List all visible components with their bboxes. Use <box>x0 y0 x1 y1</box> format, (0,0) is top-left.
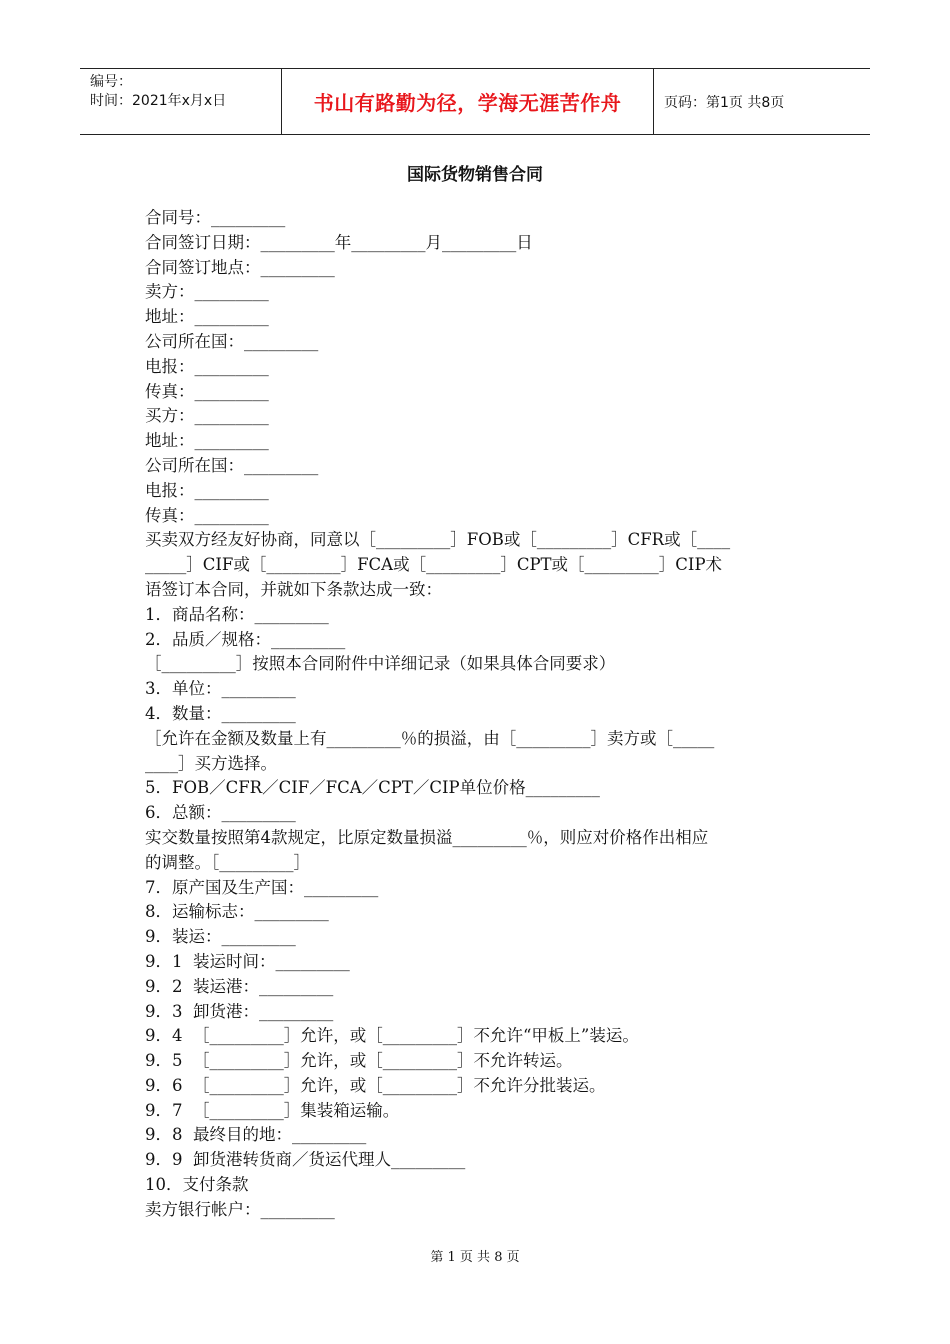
contract-line: _____］CIF或［_________］FCA或［_________］CPT或［_________］CIP术 <box>145 555 723 575</box>
contract-line: 合同签订日期：_________年_________月_________日 <box>145 232 533 252</box>
contract-line: 买卖双方经友好协商，同意以［_________］FOB或［_________］CFR或［____ <box>145 530 731 550</box>
contract-line: 实交数量按照第4款规定，比原定数量损溢_________％，则应对价格作出相应 <box>145 827 709 847</box>
number-label: 编号： <box>90 74 132 90</box>
contract-line: ［允许在金额及数量上有_________％的损溢，由［_________］卖方或［_____ <box>145 728 715 748</box>
contract-line: 7．原产国及生产国：_________ <box>145 877 379 897</box>
contract-line: 地址：_________ <box>145 431 269 451</box>
contract-line: 合同签订地点：_________ <box>145 257 335 277</box>
document-title: 国际货物销售合同 <box>407 165 543 185</box>
page-header <box>80 68 870 135</box>
contract-line: 卖方：_________ <box>145 282 269 302</box>
contract-line: 8．运输标志：_________ <box>145 902 329 922</box>
contract-line: 9．7 ［_________］集装箱运输。 <box>145 1100 400 1120</box>
contract-line: 9．4 ［_________］允许，或［_________］不允许“甲板上”装运。 <box>145 1026 639 1046</box>
contract-line: 9．6 ［_________］允许，或［_________］不允许分批装运。 <box>145 1075 606 1095</box>
contract-body <box>145 206 810 1223</box>
contract-line: 公司所在国：_________ <box>145 331 319 351</box>
contract-line: ［_________］按照本合同附件中详细记录（如果具体合同要求） <box>145 654 616 674</box>
contract-line: 9．9 卸货港转货商／货运代理人_________ <box>145 1150 466 1170</box>
contract-line: 买方：_________ <box>145 406 269 426</box>
contract-line: ____］买方选择。 <box>145 753 277 773</box>
page-footer: 第 1 页 共 8 页 <box>430 1250 520 1265</box>
header-meta <box>80 69 282 134</box>
contract-line: 9．装运：_________ <box>145 927 296 947</box>
contract-line: 3．单位：_________ <box>145 679 296 699</box>
contract-line: 9．3 卸货港：_________ <box>145 1001 334 1021</box>
contract-line: 6．总额：_________ <box>145 803 296 823</box>
contract-line: 9．5 ［_________］允许，或［_________］不允许转运。 <box>145 1051 573 1071</box>
header-motto: 书山有路勤为径，学海无涯苦作舟 <box>282 69 654 134</box>
contract-line: 传真：_________ <box>145 381 269 401</box>
time-label: 时间：2021年x月x日 <box>90 93 227 109</box>
contract-line: 9．1 装运时间：_________ <box>145 951 350 971</box>
contract-line: 电报：_________ <box>145 480 269 500</box>
contract-line: 5．FOB／CFR／CIF／FCA／CPT／CIP单位价格_________ <box>145 778 600 798</box>
contract-line: 传真：_________ <box>145 505 269 525</box>
contract-line: 地址：_________ <box>145 307 269 327</box>
contract-line: 4．数量：_________ <box>145 703 296 723</box>
contract-line: 9．8 最终目的地：_________ <box>145 1125 367 1145</box>
contract-line: 公司所在国：_________ <box>145 455 319 475</box>
contract-line: 卖方银行帐户：_________ <box>145 1199 335 1219</box>
contract-line: 1．商品名称：_________ <box>145 604 329 624</box>
contract-line: 的调整。［_________］ <box>145 852 310 872</box>
contract-line: 语签订本合同，并就如下条款达成一致： <box>145 579 442 599</box>
contract-line: 10．支付条款 <box>145 1175 249 1195</box>
contract-line: 2．品质／规格：_________ <box>145 629 346 649</box>
header-page-info: 页码：第1页 共8页 <box>664 94 785 111</box>
contract-line: 9．2 装运港：_________ <box>145 976 334 996</box>
contract-line: 合同号：_________ <box>145 208 286 227</box>
contract-line: 电报：_________ <box>145 356 269 376</box>
